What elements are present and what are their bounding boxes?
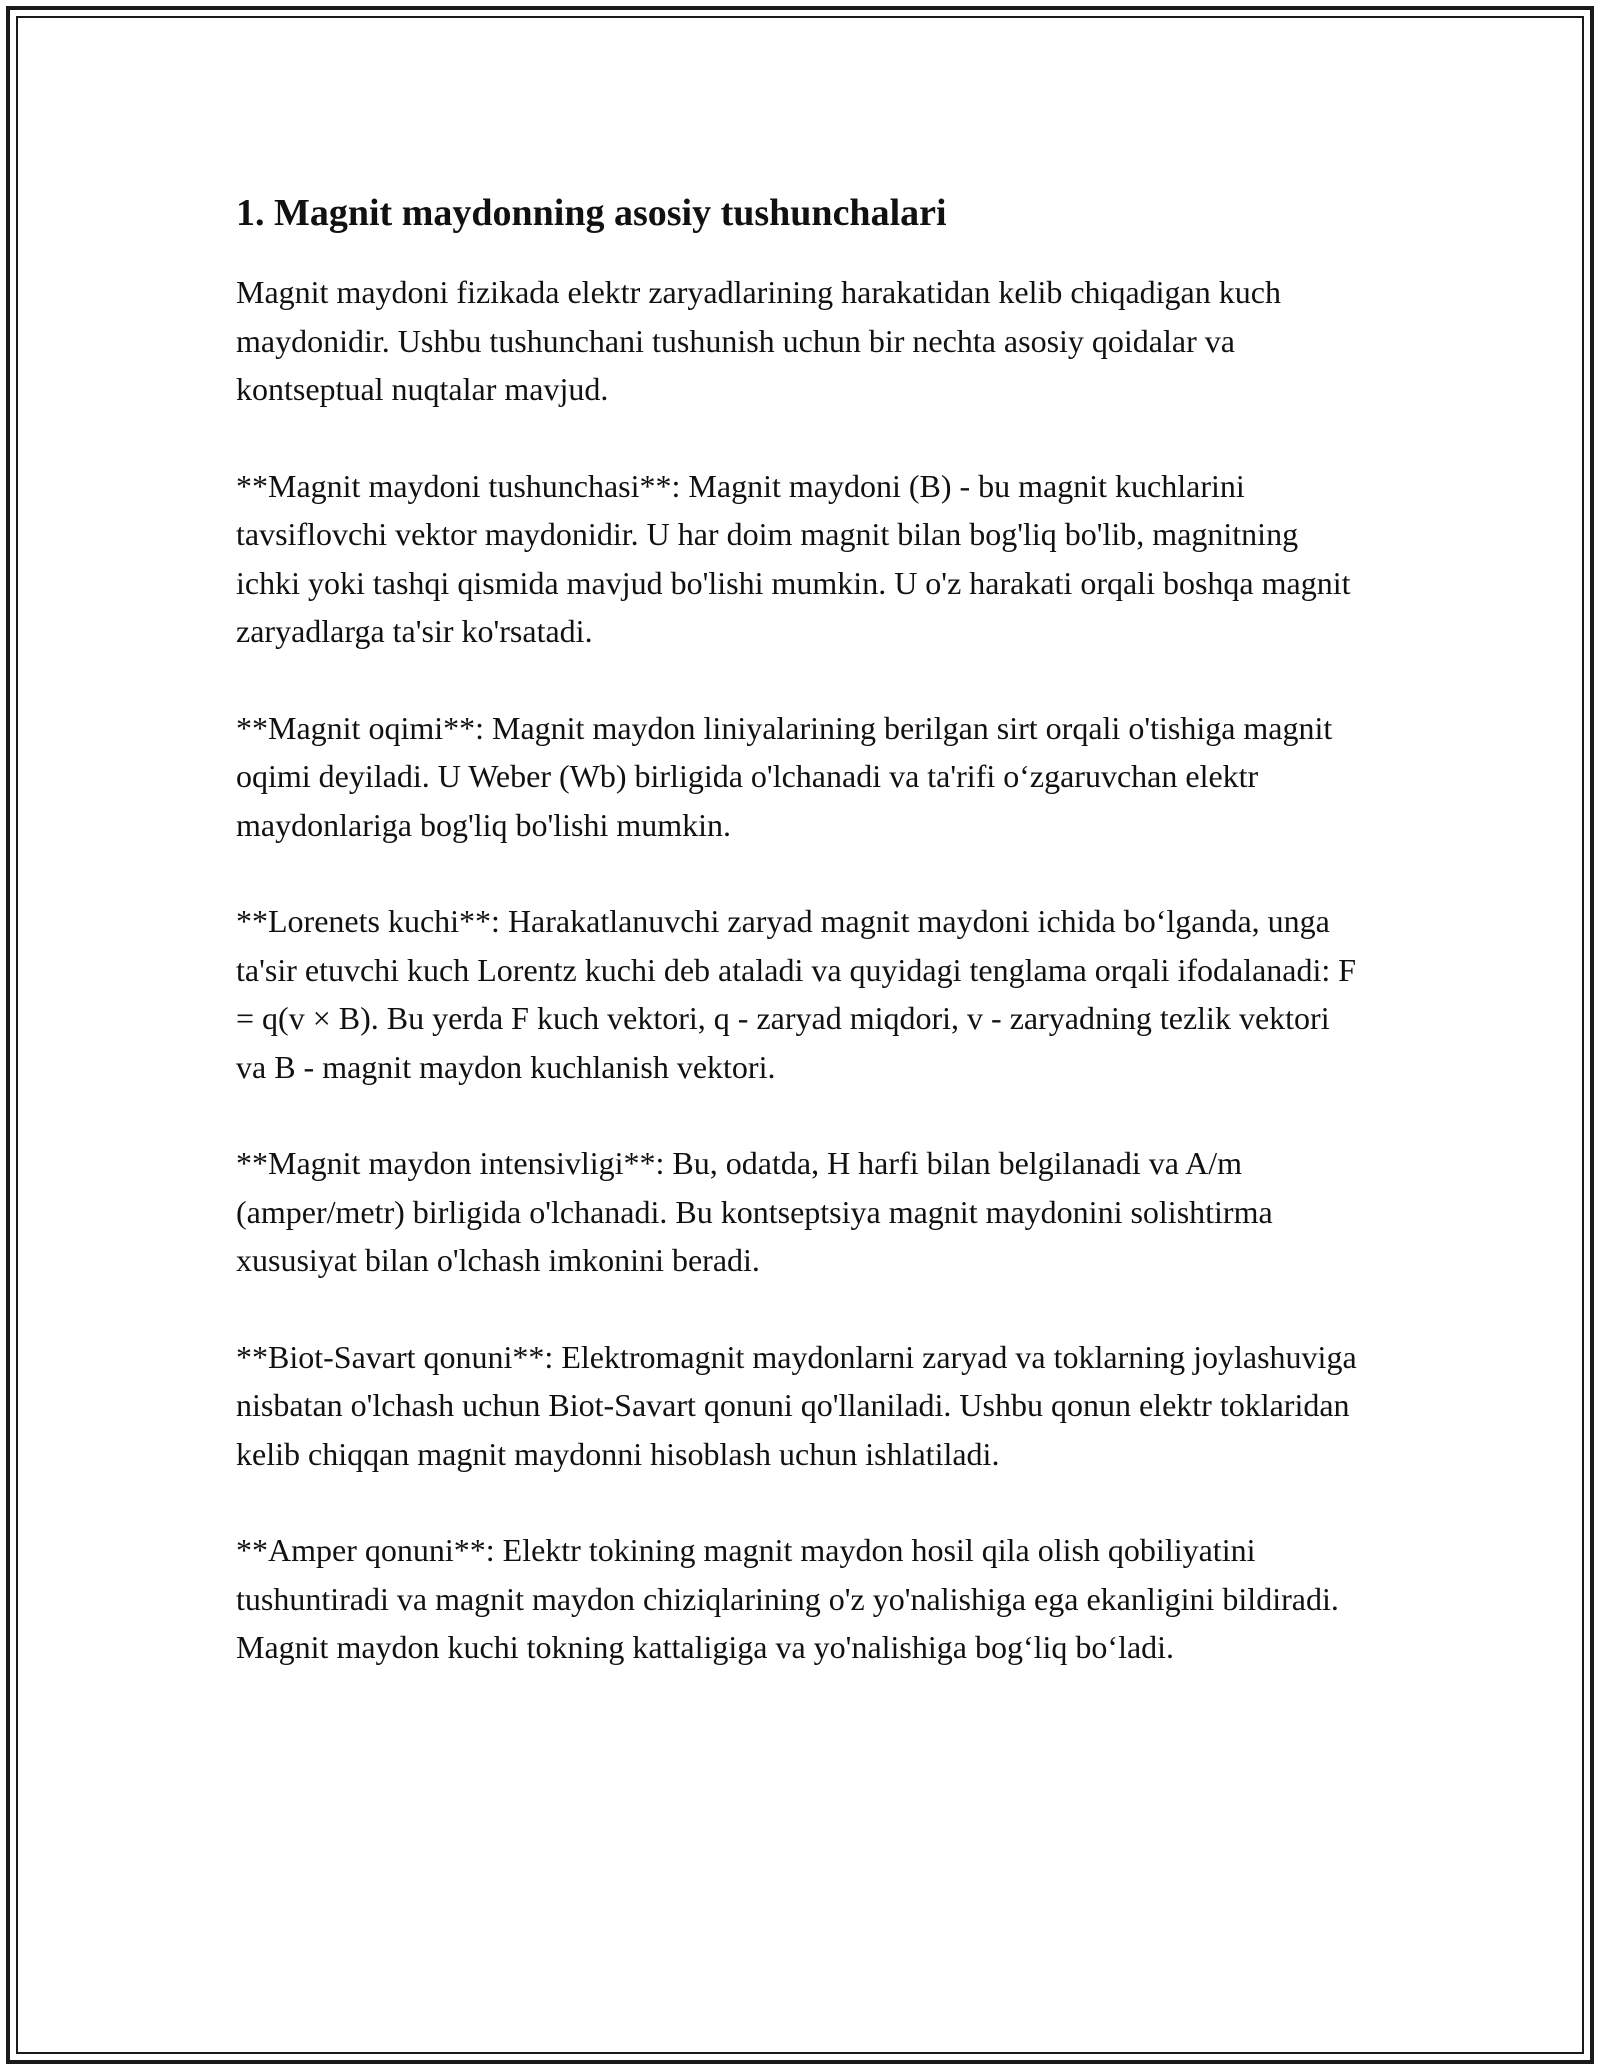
paragraph-lorentz-force: **Lorenets kuchi**: Harakatlanuvchi zaryad magnit maydoni ichida bo‘lganda, unga ta'sir etuvchi kuch Lorentz kuchi deb ataladi va quyidagi tenglama orqali ifodalanadi: F = q(v × B). Bu yerda F kuch vektori, q - zaryad miqdori, v - zaryadning tezlik vektori va B - magnit maydon kuchlanish vektori. xyxy=(236,903,1357,1085)
paragraph-intro: Magnit maydoni fizikada elektr zaryadlarining harakatidan kelib chiqadigan kuch maydonidir. Ushbu tushunchani tushunish uchun bir nechta asosiy qoidalar va kontseptual nuqtalar mavjud. xyxy=(236,274,1281,407)
paragraph-magnetic-field-concept: **Magnit maydoni tushunchasi**: Magnit maydoni (B) - bu magnit kuchlarini tavsiflovchi vektor maydonidir. U har doim magnit bilan bog'liq bo'lib, magnitning ichki yoki tashqi qismida mavjud bo'lishi mumkin. U o'z harakati orqali boshqa magnit zaryadlarga ta'sir ko'rsatadi. xyxy=(236,467,1351,649)
paragraph-field-intensity: **Magnit maydon intensivligi**: Bu, odatda, H harfi bilan belgilanadi va A/m (amper/metr) birligida o'lchanadi. Bu kontseptsiya magnit maydonini solishtirma xususiyat bilan o'lchash imkonini beradi. xyxy=(236,1145,1273,1278)
paragraph-biot-savart-law: **Biot-Savart qonuni**: Elektromagnit maydonlarni zaryad va toklarning joylashuviga nisbatan o'lchash uchun Biot-Savart qonuni qo'llaniladi. Ushbu qonun elektr toklaridan kelib chiqqan magnit maydonni hisoblash uchun ishlatiladi. xyxy=(236,1338,1357,1472)
paragraph-ampere-law: **Amper qonuni**: Elektr tokining magnit maydon hosil qila olish qobiliyatini tushuntiradi va magnit maydon chiziqlarining o'z yo'nalishiga ega ekanligini bildiradi. Magnit maydon kuchi tokning kattaligiga va yo'nalishiga bog‘liq bo‘ladi. xyxy=(236,1532,1339,1665)
document-body xyxy=(236,188,1366,1720)
paragraph-magnetic-flux: **Magnit oqimi**: Magnit maydon liniyalarining berilgan sirt orqali o'tishiga magnit oqimi deyiladi. U Weber (Wb) birligida o'lchanadi va ta'rifi o‘zgaruvchan elektr maydonlariga bog'liq bo'lishi mumkin. xyxy=(236,709,1333,843)
section-title: 1. Magnit maydonning asosiy tushunchalari xyxy=(236,192,947,234)
